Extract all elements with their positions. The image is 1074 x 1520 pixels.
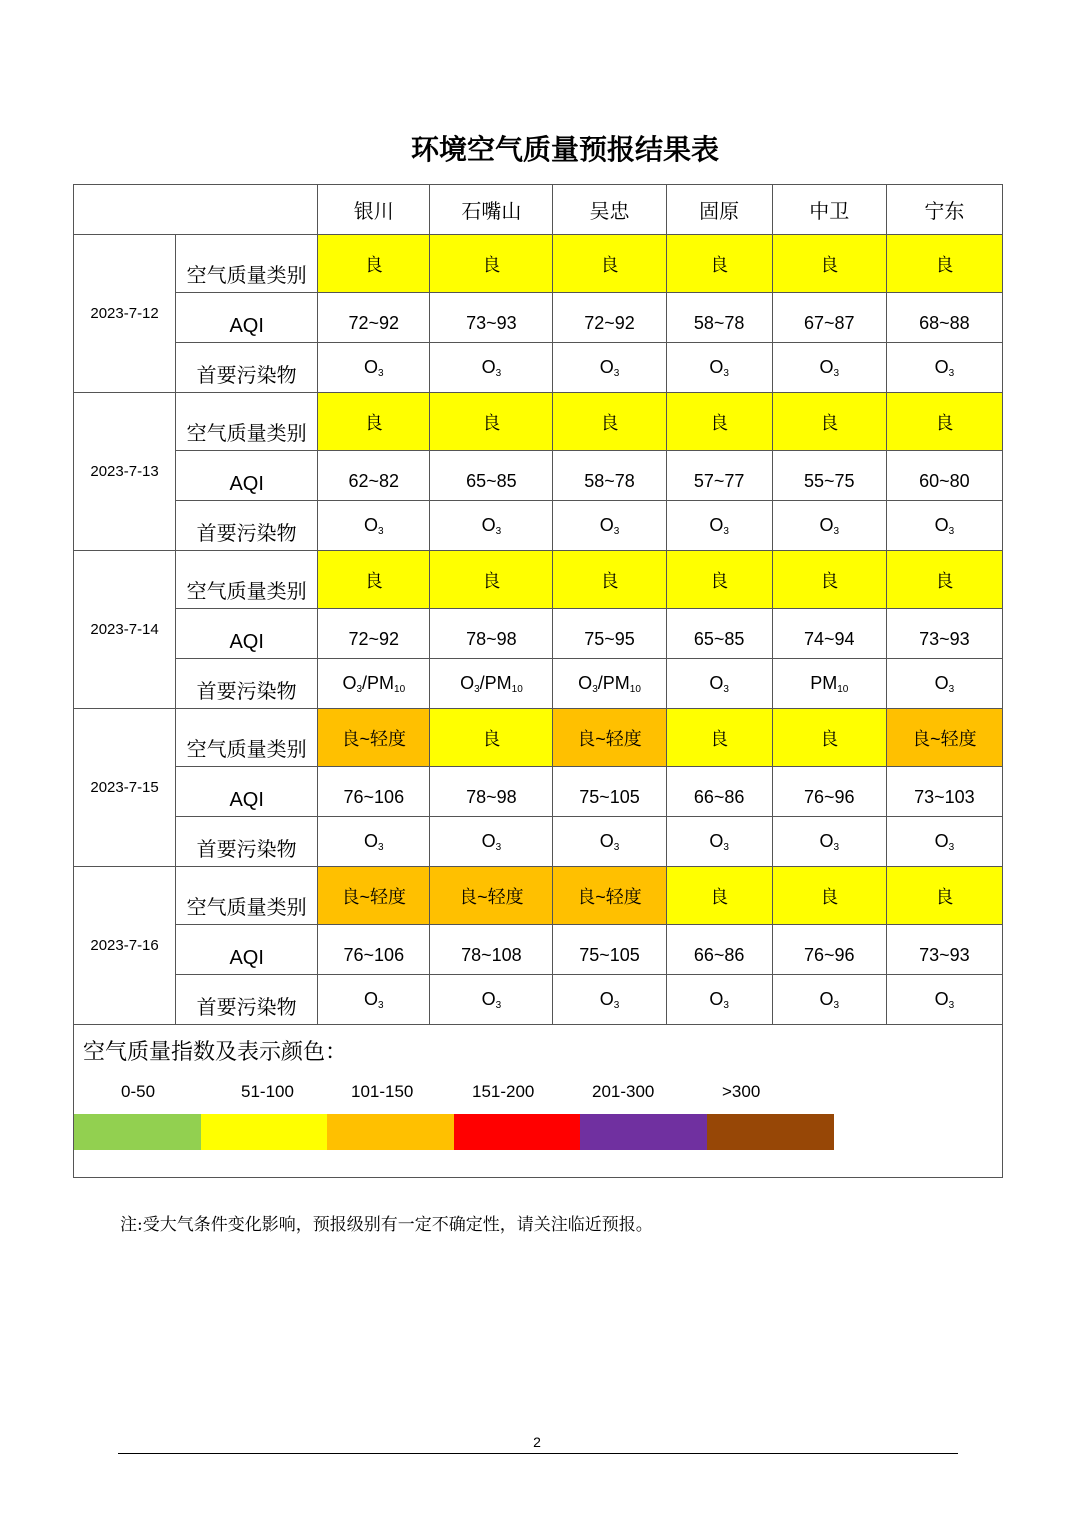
date-cell: 2023-7-16 (74, 867, 176, 1025)
pollutant-cell: $O_3$ (886, 501, 1002, 551)
pollutant-row (74, 817, 1003, 867)
aqi-legend (74, 1025, 1003, 1178)
row-label-pollutant: 首要污染物 (176, 501, 318, 551)
category-cell: 良 (553, 551, 666, 609)
legend-color-swatch (580, 1114, 707, 1150)
aqi-cell: 78~108 (430, 925, 553, 975)
aqi-cell: 76~96 (772, 925, 886, 975)
pollutant-cell: $O_3$ (886, 975, 1002, 1025)
aqi-row (74, 925, 1003, 975)
legend-range-label: 51-100 (241, 1082, 294, 1101)
aqi-row (74, 293, 1003, 343)
pollutant-row (74, 343, 1003, 393)
pollutant-cell: $O_3$ (772, 817, 886, 867)
category-row (74, 551, 1003, 609)
page-title: 环境空气质量预报结果表 (410, 133, 719, 166)
city-header: 固原 (666, 185, 772, 235)
pollutant-cell: $O_3$ (430, 975, 553, 1025)
aqi-cell: 65~85 (430, 451, 553, 501)
category-cell: 良 (772, 393, 886, 451)
pollutant-cell: $O_3$ (772, 501, 886, 551)
pollutant-row (74, 659, 1003, 709)
pollutant-cell: $O_3$ (666, 817, 772, 867)
aqi-cell: 58~78 (666, 293, 772, 343)
forecast-table (73, 184, 1003, 1178)
pollutant-cell: $O_3$ (553, 817, 666, 867)
pollutant-cell: $O_3$ (553, 343, 666, 393)
legend-range-label: 101-150 (351, 1082, 414, 1101)
aqi-cell: 58~78 (553, 451, 666, 501)
aqi-cell: 78~98 (430, 609, 553, 659)
category-row (74, 867, 1003, 925)
aqi-cell: 55~75 (772, 451, 886, 501)
pollutant-cell: $O_3$ (318, 501, 430, 551)
aqi-row (74, 451, 1003, 501)
legend-color-swatch (454, 1114, 581, 1150)
aqi-row (74, 609, 1003, 659)
pollutant-cell: $O_3$ (430, 501, 553, 551)
date-cell: 2023-7-12 (74, 235, 176, 393)
pollutant-cell: $O_3$ (886, 817, 1002, 867)
category-cell: 良~轻度 (318, 867, 430, 925)
pollutant-cell: $O_3$ (318, 343, 430, 393)
row-label-category: 空气质量类别 (176, 235, 318, 293)
legend-range-label: 0-50 (121, 1082, 156, 1101)
pollutant-cell: $O_3$ (553, 501, 666, 551)
category-cell: 良 (772, 551, 886, 609)
aqi-cell: 73~93 (886, 609, 1002, 659)
aqi-cell: 73~103 (886, 767, 1002, 817)
date-cell: 2023-7-13 (74, 393, 176, 551)
category-cell: 良 (318, 393, 430, 451)
footer-rule (118, 1453, 958, 1454)
row-label-pollutant: 首要污染物 (176, 343, 318, 393)
aqi-cell: 75~95 (553, 609, 666, 659)
pollutant-cell: $O_3$ (886, 659, 1002, 709)
category-row (74, 709, 1003, 767)
legend-color-bar (74, 1114, 834, 1150)
category-cell: 良~轻度 (886, 709, 1002, 767)
pollutant-cell: $O_3$ (430, 817, 553, 867)
aqi-cell: 74~94 (772, 609, 886, 659)
city-header: 中卫 (772, 185, 886, 235)
pollutant-cell: $O_3$ (666, 975, 772, 1025)
aqi-cell: 67~87 (772, 293, 886, 343)
legend-color-swatch (707, 1114, 834, 1150)
category-cell: 良~轻度 (553, 709, 666, 767)
pollutant-cell: $O_3/PM_{10}$ (318, 659, 430, 709)
category-cell: 良 (666, 235, 772, 293)
city-header: 石嘴山 (430, 185, 553, 235)
pollutant-cell: $O_3$ (666, 343, 772, 393)
aqi-cell: 73~93 (430, 293, 553, 343)
aqi-cell: 65~85 (666, 609, 772, 659)
row-label-aqi: AQI (176, 451, 318, 501)
row-label-category: 空气质量类别 (176, 867, 318, 925)
city-header: 吴忠 (553, 185, 666, 235)
aqi-cell: 75~105 (553, 925, 666, 975)
legend-color-swatch (327, 1114, 454, 1150)
row-label-category: 空气质量类别 (176, 709, 318, 767)
pollutant-cell: $O_3/PM_{10}$ (430, 659, 553, 709)
aqi-cell: 76~96 (772, 767, 886, 817)
category-cell: 良 (430, 235, 553, 293)
date-cell: 2023-7-14 (74, 551, 176, 709)
category-cell: 良~轻度 (318, 709, 430, 767)
header-row (74, 185, 1003, 235)
pollutant-cell: $O_3$ (666, 659, 772, 709)
row-label-aqi: AQI (176, 767, 318, 817)
aqi-cell: 62~82 (318, 451, 430, 501)
legend-range-label: 151-200 (472, 1082, 535, 1101)
category-cell: 良 (772, 235, 886, 293)
row-label-pollutant: 首要污染物 (176, 975, 318, 1025)
category-cell: 良 (430, 551, 553, 609)
pollutant-cell: $O_3$ (318, 975, 430, 1025)
category-cell: 良 (553, 393, 666, 451)
category-cell: 良~轻度 (553, 867, 666, 925)
pollutant-cell: $O_3$ (772, 975, 886, 1025)
aqi-cell: 72~92 (318, 293, 430, 343)
date-cell: 2023-7-15 (74, 709, 176, 867)
pollutant-row (74, 975, 1003, 1025)
pollutant-row (74, 501, 1003, 551)
row-label-aqi: AQI (176, 293, 318, 343)
page-number: 2 (533, 1434, 541, 1450)
aqi-cell: 75~105 (553, 767, 666, 817)
pollutant-cell: $O_3$ (318, 817, 430, 867)
legend-range-label: >300 (722, 1082, 761, 1101)
aqi-cell: 72~92 (553, 293, 666, 343)
legend-color-swatch (74, 1114, 201, 1150)
category-cell: 良 (666, 393, 772, 451)
legend-labels (74, 1082, 874, 1102)
aqi-cell: 72~92 (318, 609, 430, 659)
category-cell: 良 (430, 709, 553, 767)
category-cell: 良 (772, 867, 886, 925)
pollutant-cell: $O_3/PM_{10}$ (553, 659, 666, 709)
category-cell: 良 (666, 867, 772, 925)
pollutant-cell: $O_3$ (886, 343, 1002, 393)
category-cell: 良 (430, 393, 553, 451)
category-cell: 良 (886, 551, 1002, 609)
category-cell: 良 (886, 393, 1002, 451)
row-label-category: 空气质量类别 (176, 393, 318, 451)
category-cell: 良~轻度 (430, 867, 553, 925)
category-cell: 良 (886, 867, 1002, 925)
category-row (74, 235, 1003, 293)
category-cell: 良 (553, 235, 666, 293)
category-cell: 良 (886, 235, 1002, 293)
aqi-cell: 66~86 (666, 925, 772, 975)
row-label-aqi: AQI (176, 609, 318, 659)
city-header: 宁东 (886, 185, 1002, 235)
aqi-cell: 57~77 (666, 451, 772, 501)
row-label-category: 空气质量类别 (176, 551, 318, 609)
pollutant-cell: $O_3$ (772, 343, 886, 393)
pollutant-cell: $O_3$ (430, 343, 553, 393)
legend-color-swatch (201, 1114, 328, 1150)
footnote: 注:受大气条件变化影响，预报级别有一定不确定性，请关注临近预报。 (120, 1215, 653, 1235)
category-cell: 良 (666, 709, 772, 767)
aqi-cell: 68~88 (886, 293, 1002, 343)
row-label-pollutant: 首要污染物 (176, 659, 318, 709)
aqi-cell: 60~80 (886, 451, 1002, 501)
category-row (74, 393, 1003, 451)
category-cell: 良 (318, 551, 430, 609)
aqi-cell: 76~106 (318, 925, 430, 975)
category-cell: 良 (772, 709, 886, 767)
aqi-row (74, 767, 1003, 817)
category-cell: 良 (318, 235, 430, 293)
aqi-cell: 78~98 (430, 767, 553, 817)
pollutant-cell: $O_3$ (666, 501, 772, 551)
legend-range-label: 201-300 (592, 1082, 655, 1101)
pollutant-cell: $PM_{10}$ (772, 659, 886, 709)
aqi-cell: 73~93 (886, 925, 1002, 975)
aqi-cell: 66~86 (666, 767, 772, 817)
category-cell: 良 (666, 551, 772, 609)
legend-title: 空气质量指数及表示颜色： (83, 1039, 348, 1064)
header-corner (74, 185, 318, 235)
row-label-pollutant: 首要污染物 (176, 817, 318, 867)
aqi-cell: 76~106 (318, 767, 430, 817)
city-header: 银川 (318, 185, 430, 235)
row-label-aqi: AQI (176, 925, 318, 975)
pollutant-cell: $O_3$ (553, 975, 666, 1025)
